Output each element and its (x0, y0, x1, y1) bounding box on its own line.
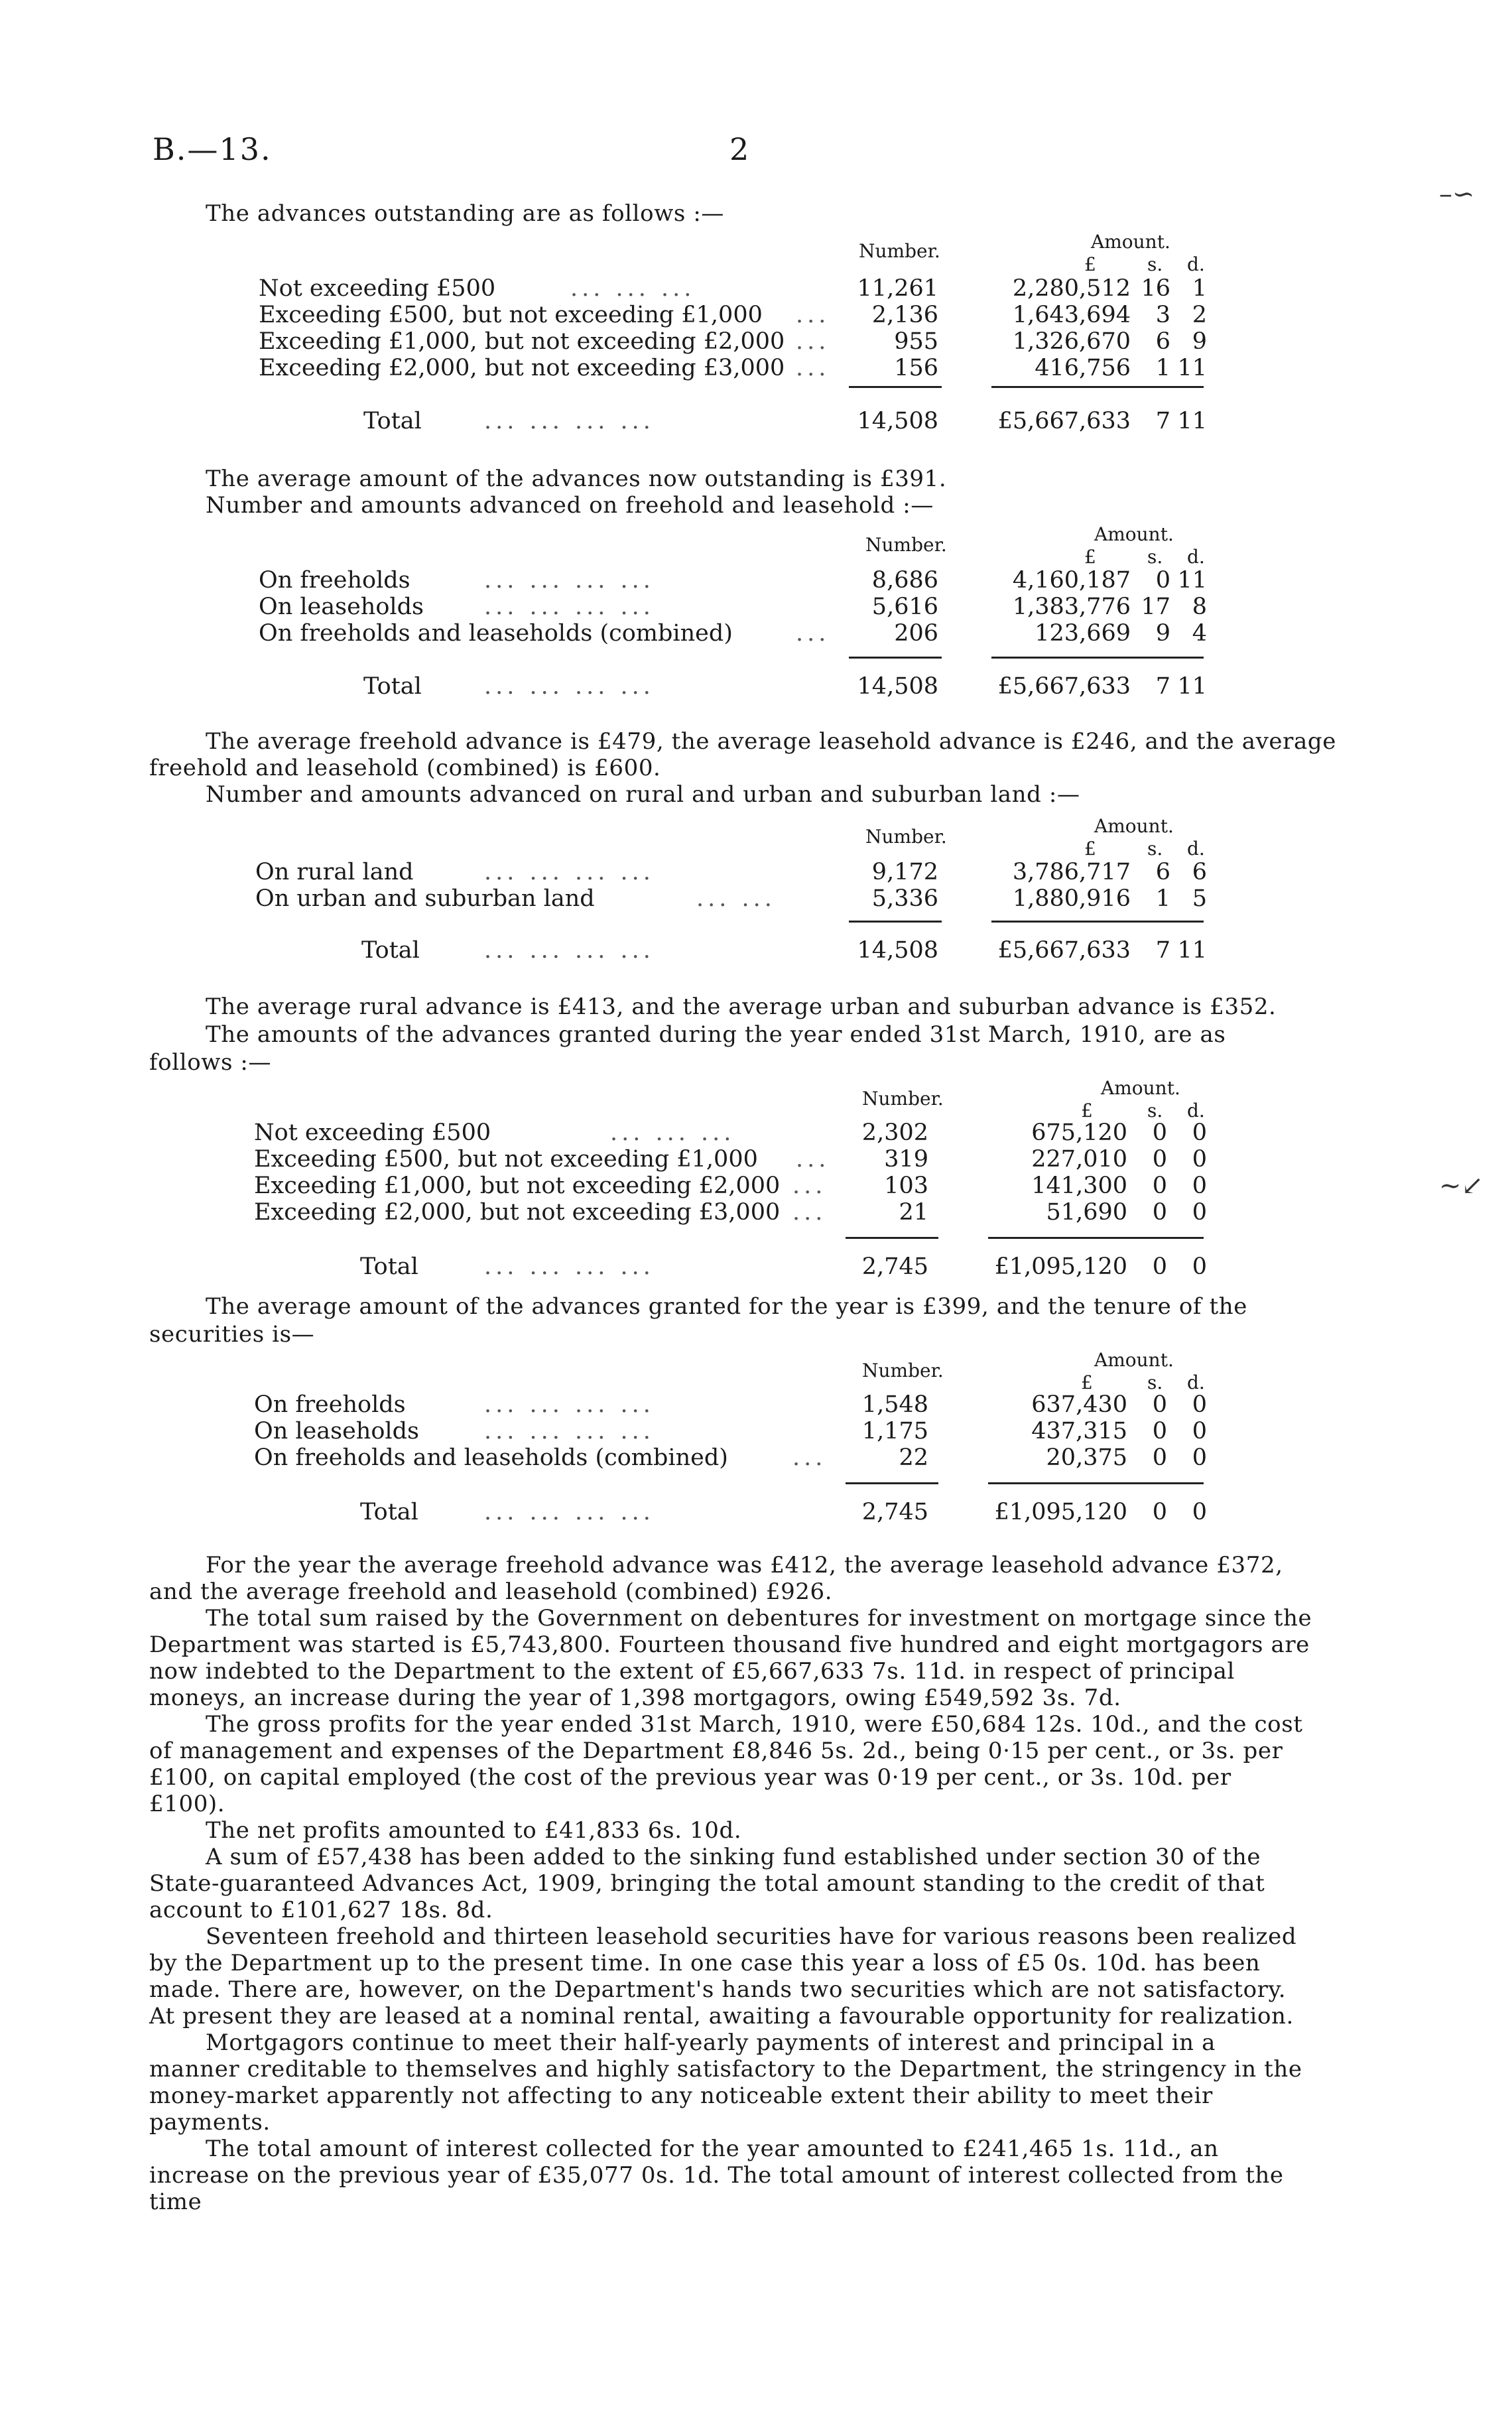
table-row: On urban and suburban land ... ... 5,336 1,880,916 1 5 (255, 885, 1207, 912)
document-reference: B.—13. (153, 131, 272, 167)
paragraph: The net profits amounted to £41,833 6s. 10d. (206, 1817, 742, 1844)
column-shillings: s. (1147, 1372, 1163, 1393)
column-shillings: s. (1147, 546, 1163, 568)
column-number: Number. (859, 240, 940, 262)
paragraph: For the year the average freehold advance was £412, the average leasehold advance £372, and the average freehold and leasehold (combined) £926. (149, 1552, 1283, 1605)
rule (991, 921, 1204, 923)
table-2-intro: The average amount of the advances now outstanding is £391. (206, 466, 947, 492)
rule (849, 657, 942, 659)
table-2-intro2: Number and amounts advanced on freehold and leasehold :— (206, 492, 934, 519)
body-text (149, 1552, 1313, 2215)
table-total-row: Total ... ... ... ... 14,508 £5,667,633 7 11 (363, 673, 1207, 700)
column-pound: £ (1084, 546, 1096, 568)
table-row: On freeholds ... ... ... ... 8,686 4,160,187 0 11 (259, 567, 1207, 594)
rule (846, 1237, 938, 1239)
paragraph: Seventeen freehold and thirteen leasehold securities have for various reasons been realized by the Department up to the present time. In one case this year a loss of £5 0s. 10d. has been made. There are, however, on the Department's hands two securities which are not satisfactory. At present they are leased at a nominal rental, awaiting a favourable opportunity for realization. (149, 1923, 1297, 2029)
table-total-row: Total ... ... ... ... 2,745 £1,095,120 0 0 (360, 1499, 1207, 1525)
table-row: Exceeding £1,000, but not exceeding £2,000 ... 955 1,326,670 6 9 (259, 328, 1207, 355)
table-row: On freeholds ... ... ... ... 1,548 637,430 0 0 (254, 1391, 1207, 1418)
table-row: Exceeding £500, but not exceeding £1,000 ... 319 227,010 0 0 (254, 1146, 1207, 1173)
paragraph: A sum of £57,438 has been added to the sinking fund established under section 30 of the State-guaranteed Advances Act, 1909, bringing the total amount standing to the credit of that account to £101,627 18s. 8d. (149, 1844, 1265, 1923)
column-amount: Amount. (1101, 1077, 1180, 1099)
margin-mark-top: –∽ (1439, 179, 1475, 210)
margin-mark-middle: ~↙ (1439, 1171, 1484, 1201)
column-amount: Amount. (1094, 523, 1174, 545)
table-row: Exceeding £2,000, but not exceeding £3,000 ... 21 51,690 0 0 (254, 1199, 1207, 1226)
table-4-intro2b: follows :— (149, 1049, 272, 1076)
column-pound: £ (1081, 1100, 1093, 1122)
column-pence: d. (1187, 546, 1205, 568)
column-number: Number. (862, 1360, 944, 1381)
column-pound: £ (1084, 253, 1096, 275)
table-row: Exceeding £1,000, but not exceeding £2,000 ... 103 141,300 0 0 (254, 1173, 1207, 1199)
column-number: Number. (865, 534, 947, 556)
rule (991, 657, 1204, 659)
column-pence: d. (1187, 838, 1205, 860)
table-3-intro2: Number and amounts advanced on rural and urban and suburban land :— (206, 781, 1080, 808)
paragraph: The gross profits for the year ended 31st March, 1910, were £50,684 12s. 10d., and the cost of management and expenses of the Department £8,846 5s. 2d., being 0·15 per cent., or 3s. per £100, on capital employed (the cost of the previous year was 0·19 per cent., or 3s. 10d. per £100). (149, 1711, 1303, 1817)
table-total-row: Total ... ... ... ... 2,745 £1,095,120 0 0 (360, 1253, 1207, 1280)
table-5-intro: The average amount of the advances granted for the year is £399, and the tenure of the (206, 1293, 1247, 1320)
table-5-intro-b: securities is— (149, 1321, 315, 1348)
column-pence: d. (1187, 1372, 1205, 1393)
column-number: Number. (865, 826, 947, 848)
table-3-intro-b: freehold and leasehold (combined) is £600. (149, 755, 661, 781)
rule (849, 386, 942, 388)
column-amount: Amount. (1091, 231, 1170, 253)
column-pence: d. (1187, 1100, 1205, 1122)
column-number: Number. (862, 1088, 944, 1110)
page-number: 2 (729, 131, 751, 167)
column-shillings: s. (1147, 253, 1163, 275)
table-row: On leaseholds ... ... ... ... 5,616 1,383,776 17 8 (259, 594, 1207, 620)
table-1-intro: The advances outstanding are as follows :— (206, 200, 725, 227)
table-row: On leaseholds ... ... ... ... 1,175 437,315 0 0 (254, 1418, 1207, 1444)
table-row: Not exceeding £500 ... ... ... 11,261 2,280,512 16 1 (259, 275, 1207, 302)
rule (988, 1482, 1204, 1484)
table-row: On freeholds and leaseholds (combined) ... 22 20,375 0 0 (254, 1444, 1207, 1471)
paragraph: The total amount of interest collected for the year amounted to £241,465 1s. 11d., an increase on the previous year of £35,077 0s. 1d. The total amount of interest collected from the time (149, 2136, 1284, 2215)
rule (988, 1237, 1204, 1239)
table-3-intro: The average freehold advance is £479, the average leasehold advance is £246, and the average (206, 728, 1336, 755)
table-row: Exceeding £500, but not exceeding £1,000 ... 2,136 1,643,694 3 2 (259, 302, 1207, 328)
table-row: Not exceeding £500 ... ... ... 2,302 675,120 0 0 (254, 1120, 1207, 1146)
rule (846, 1482, 938, 1484)
paragraph: Mortgagors continue to meet their half-yearly payments of interest and principal in a manner creditable to themselves and highly satisfactory to the Department, the stringency in the money-market apparently not affecting to any noticeable extent their ability to meet their payments. (149, 2029, 1302, 2136)
column-shillings: s. (1147, 1100, 1163, 1122)
paragraph: The total sum raised by the Government on debentures for investment on mortgage since the Department was started is £5,743,800. Fourteen thousand five hundred and eight mortgagors are now indebted to the Department to the extent of £5,667,633 7s. 11d. in respect of principal moneys, an increase during the year of 1,398 mortgagors, owing £549,592 3s. 7d. (149, 1605, 1312, 1711)
column-pence: d. (1187, 253, 1205, 275)
table-row: On freeholds and leaseholds (combined) ... 206 123,669 9 4 (259, 620, 1207, 647)
column-shillings: s. (1147, 838, 1163, 860)
table-row: Exceeding £2,000, but not exceeding £3,000 ... 156 416,756 1 11 (259, 355, 1207, 381)
column-pound: £ (1084, 838, 1096, 860)
column-amount: Amount. (1094, 1349, 1174, 1371)
table-4-intro2: The amounts of the advances granted during the year ended 31st March, 1910, are as (206, 1021, 1226, 1048)
rule (991, 386, 1204, 388)
rule (849, 921, 942, 923)
table-4-intro: The average rural advance is £413, and the average urban and suburban advance is £352. (206, 994, 1277, 1020)
column-pound: £ (1081, 1372, 1093, 1393)
table-total-row: Total ... ... ... ... 14,508 £5,667,633 7 11 (361, 937, 1207, 964)
column-amount: Amount. (1094, 815, 1174, 837)
table-total-row: Total ... ... ... ... 14,508 £5,667,633 7 11 (363, 408, 1207, 434)
table-row: On rural land ... ... ... ... 9,172 3,786,717 6 6 (255, 859, 1207, 885)
